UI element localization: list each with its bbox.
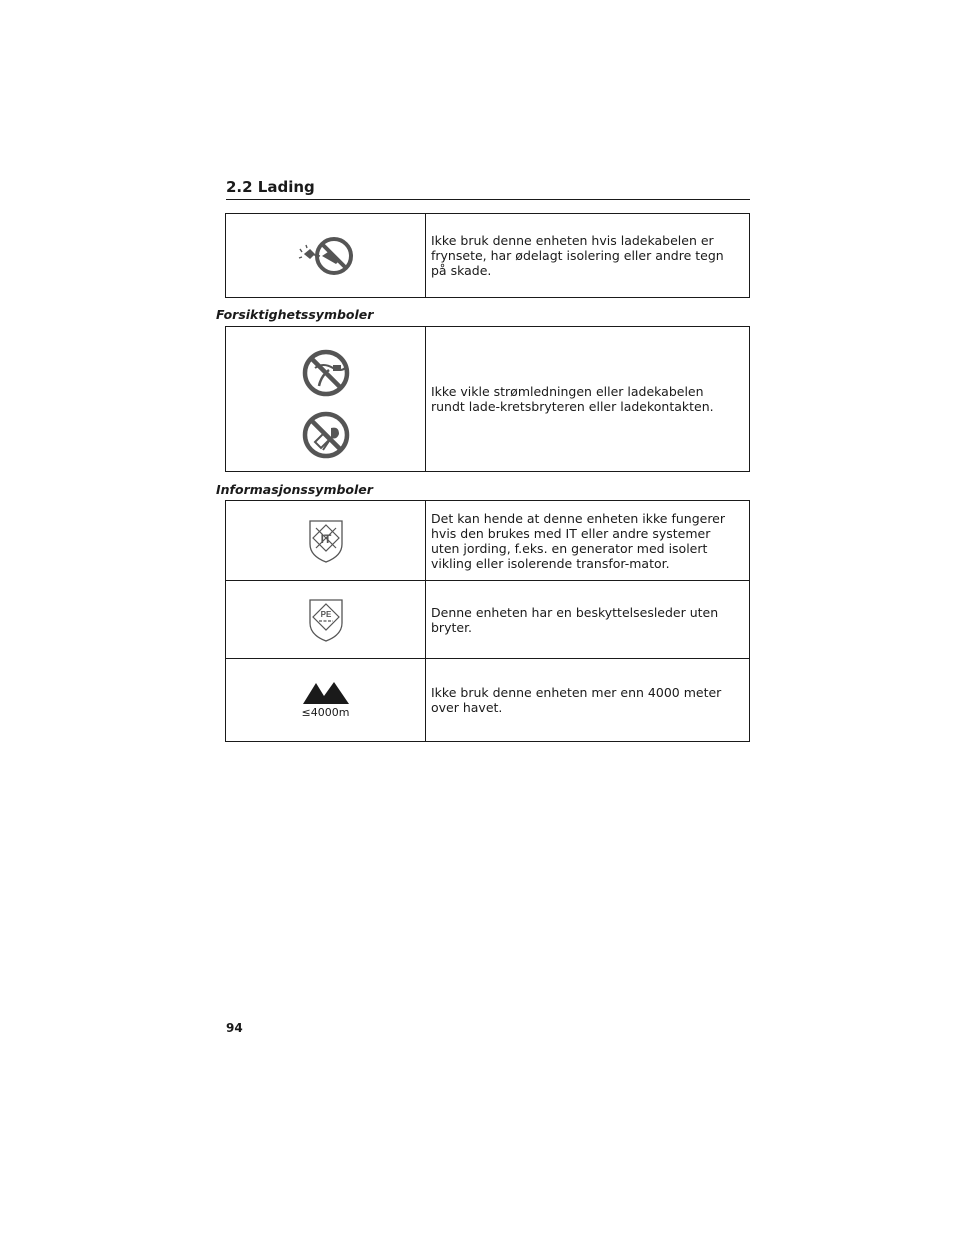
table-row [226, 214, 750, 298]
row-text: Ikke bruk denne enheten mer enn 4000 meter over havet. [431, 685, 722, 715]
it-network-icon [306, 518, 346, 564]
description-cell [426, 581, 750, 659]
pe-label: PE [320, 609, 331, 619]
symbol-table-caution [225, 326, 750, 472]
no-wrap-cable-icon [301, 348, 351, 398]
altitude-limit-icon [302, 681, 350, 705]
icon-cell [226, 659, 426, 742]
row-text: Denne enheten har en beskyttelsesleder uten bryter. [431, 604, 719, 635]
table-row [226, 501, 750, 581]
icon-cell [226, 327, 426, 472]
symbol-table-damage [225, 213, 750, 298]
table-row [226, 327, 750, 472]
page-number: 94 [226, 1021, 243, 1035]
pe-protective-conductor-icon [306, 597, 346, 643]
no-frayed-cable-icon [296, 236, 356, 276]
table-row [226, 659, 750, 742]
section-title: 2.2 Lading [226, 178, 750, 200]
no-wrap-plug-icon [301, 410, 351, 460]
row-text: Ikke bruk denne enheten hvis ladekabelen er frynsete, har ødelagt isolering eller andre tegn på skade. [431, 233, 724, 278]
icon-cell [226, 501, 426, 581]
caution-heading: Forsiktighetssymboler [216, 307, 374, 322]
icon-cell [226, 214, 426, 298]
description-cell [426, 659, 750, 742]
icon-cell [226, 581, 426, 659]
description-cell [426, 327, 750, 472]
symbol-table-info [225, 500, 750, 742]
it-label: IT [320, 531, 331, 546]
info-heading: Informasjonssymboler [216, 482, 373, 497]
description-cell [426, 214, 750, 298]
description-cell [426, 501, 750, 581]
row-text: Det kan hende at denne enheten ikke fungerer hvis den brukes med IT eller andre systemer uten jording, f.eks. en generator med isolert vikling eller isolerende transfor-mator. [431, 510, 726, 571]
altitude-label: ≤4000m [301, 706, 350, 719]
row-text: Ikke vikle strømledningen eller ladekabelen rundt lade-kretsbryteren eller ladekontakten. [431, 384, 714, 414]
table-row [226, 581, 750, 659]
